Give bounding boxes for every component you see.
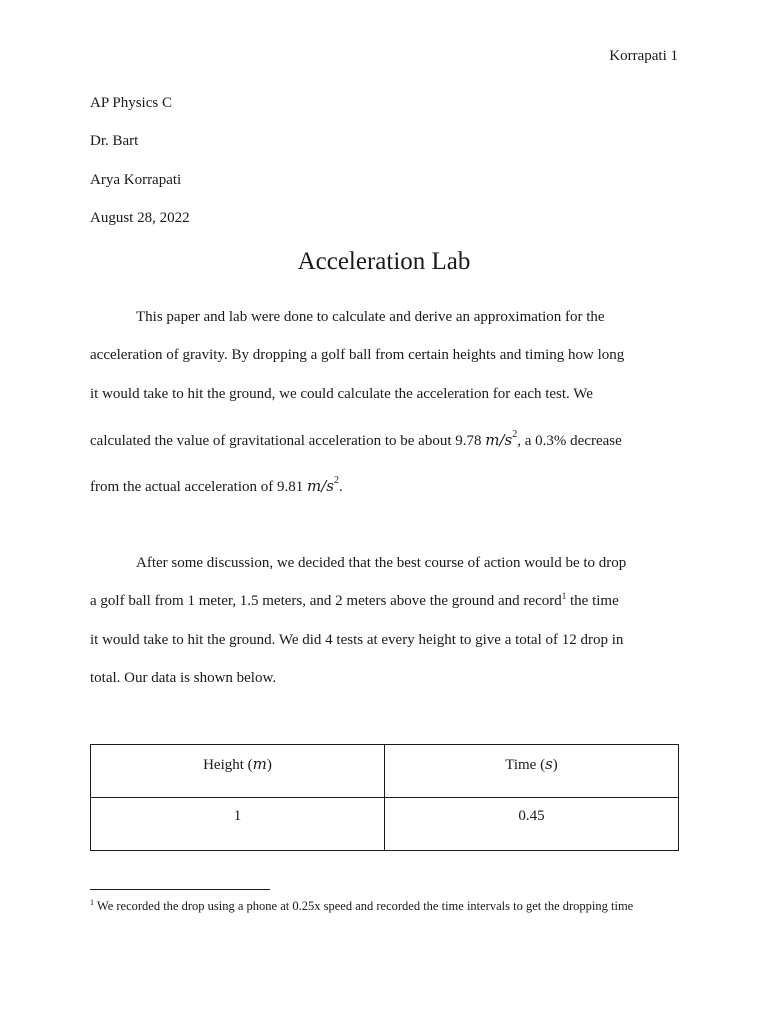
table-row — [91, 798, 679, 851]
para2-text: a golf ball from 1 meter, 1.5 meters, and 2 meters above the ground and record — [90, 593, 562, 609]
para2-line — [90, 593, 619, 610]
para1-line: This paper and lab were done to calculate and derive an approximation for the — [136, 309, 605, 325]
footnote-reference[interactable]: 1 — [561, 591, 567, 601]
para1-line — [90, 477, 343, 496]
header-time: Time (s) — [385, 745, 679, 798]
unit-exponent: 2 — [512, 429, 518, 440]
footnote — [90, 898, 680, 916]
student-name: Arya Korrapati — [90, 172, 182, 188]
para1-text: . — [338, 479, 343, 495]
header-height: Height (m) — [91, 745, 385, 798]
unit-exponent: 2 — [333, 475, 339, 486]
footnote-separator — [90, 889, 270, 890]
teacher-name: Dr. Bart — [90, 133, 139, 149]
course-name: AP Physics C — [90, 95, 172, 111]
para1-line: acceleration of gravity. By dropping a golf ball from certain heights and timing how long — [90, 347, 625, 363]
para1-line — [90, 431, 622, 450]
footnote-marker: 1 — [90, 898, 94, 907]
document-title: Acceleration Lab — [297, 248, 471, 275]
para1-text: calculated the value of gravitational acceleration to be about 9.78 — [90, 433, 486, 449]
para2-line: After some discussion, we decided that the best course of action would be to drop — [136, 555, 627, 571]
footnote-text: We recorded the drop using a phone at 0.25x speed and recorded the time intervals to get the dropping time — [94, 899, 634, 913]
para1-text: from the actual acceleration of 9.81 — [90, 479, 307, 495]
unit-math: m/s — [485, 431, 513, 449]
para2-text: the time — [566, 593, 619, 609]
para1-text: , a 0.3% decrease — [517, 433, 622, 449]
para2-line: total. Our data is shown below. — [90, 670, 277, 686]
document-date: August 28, 2022 — [90, 210, 190, 226]
data-table — [90, 744, 679, 851]
para1-line: it would take to hit the ground, we could calculate the acceleration for each test. We — [90, 386, 593, 402]
table-header-row — [91, 745, 679, 798]
running-head: Korrapati 1 — [609, 48, 678, 64]
unit-math: m/s — [306, 477, 334, 495]
cell-height: 1 — [91, 798, 385, 851]
para2-line: it would take to hit the ground. We did 4 tests at every height to give a total of 12 drop in — [90, 632, 624, 648]
cell-time: 0.45 — [385, 798, 679, 851]
